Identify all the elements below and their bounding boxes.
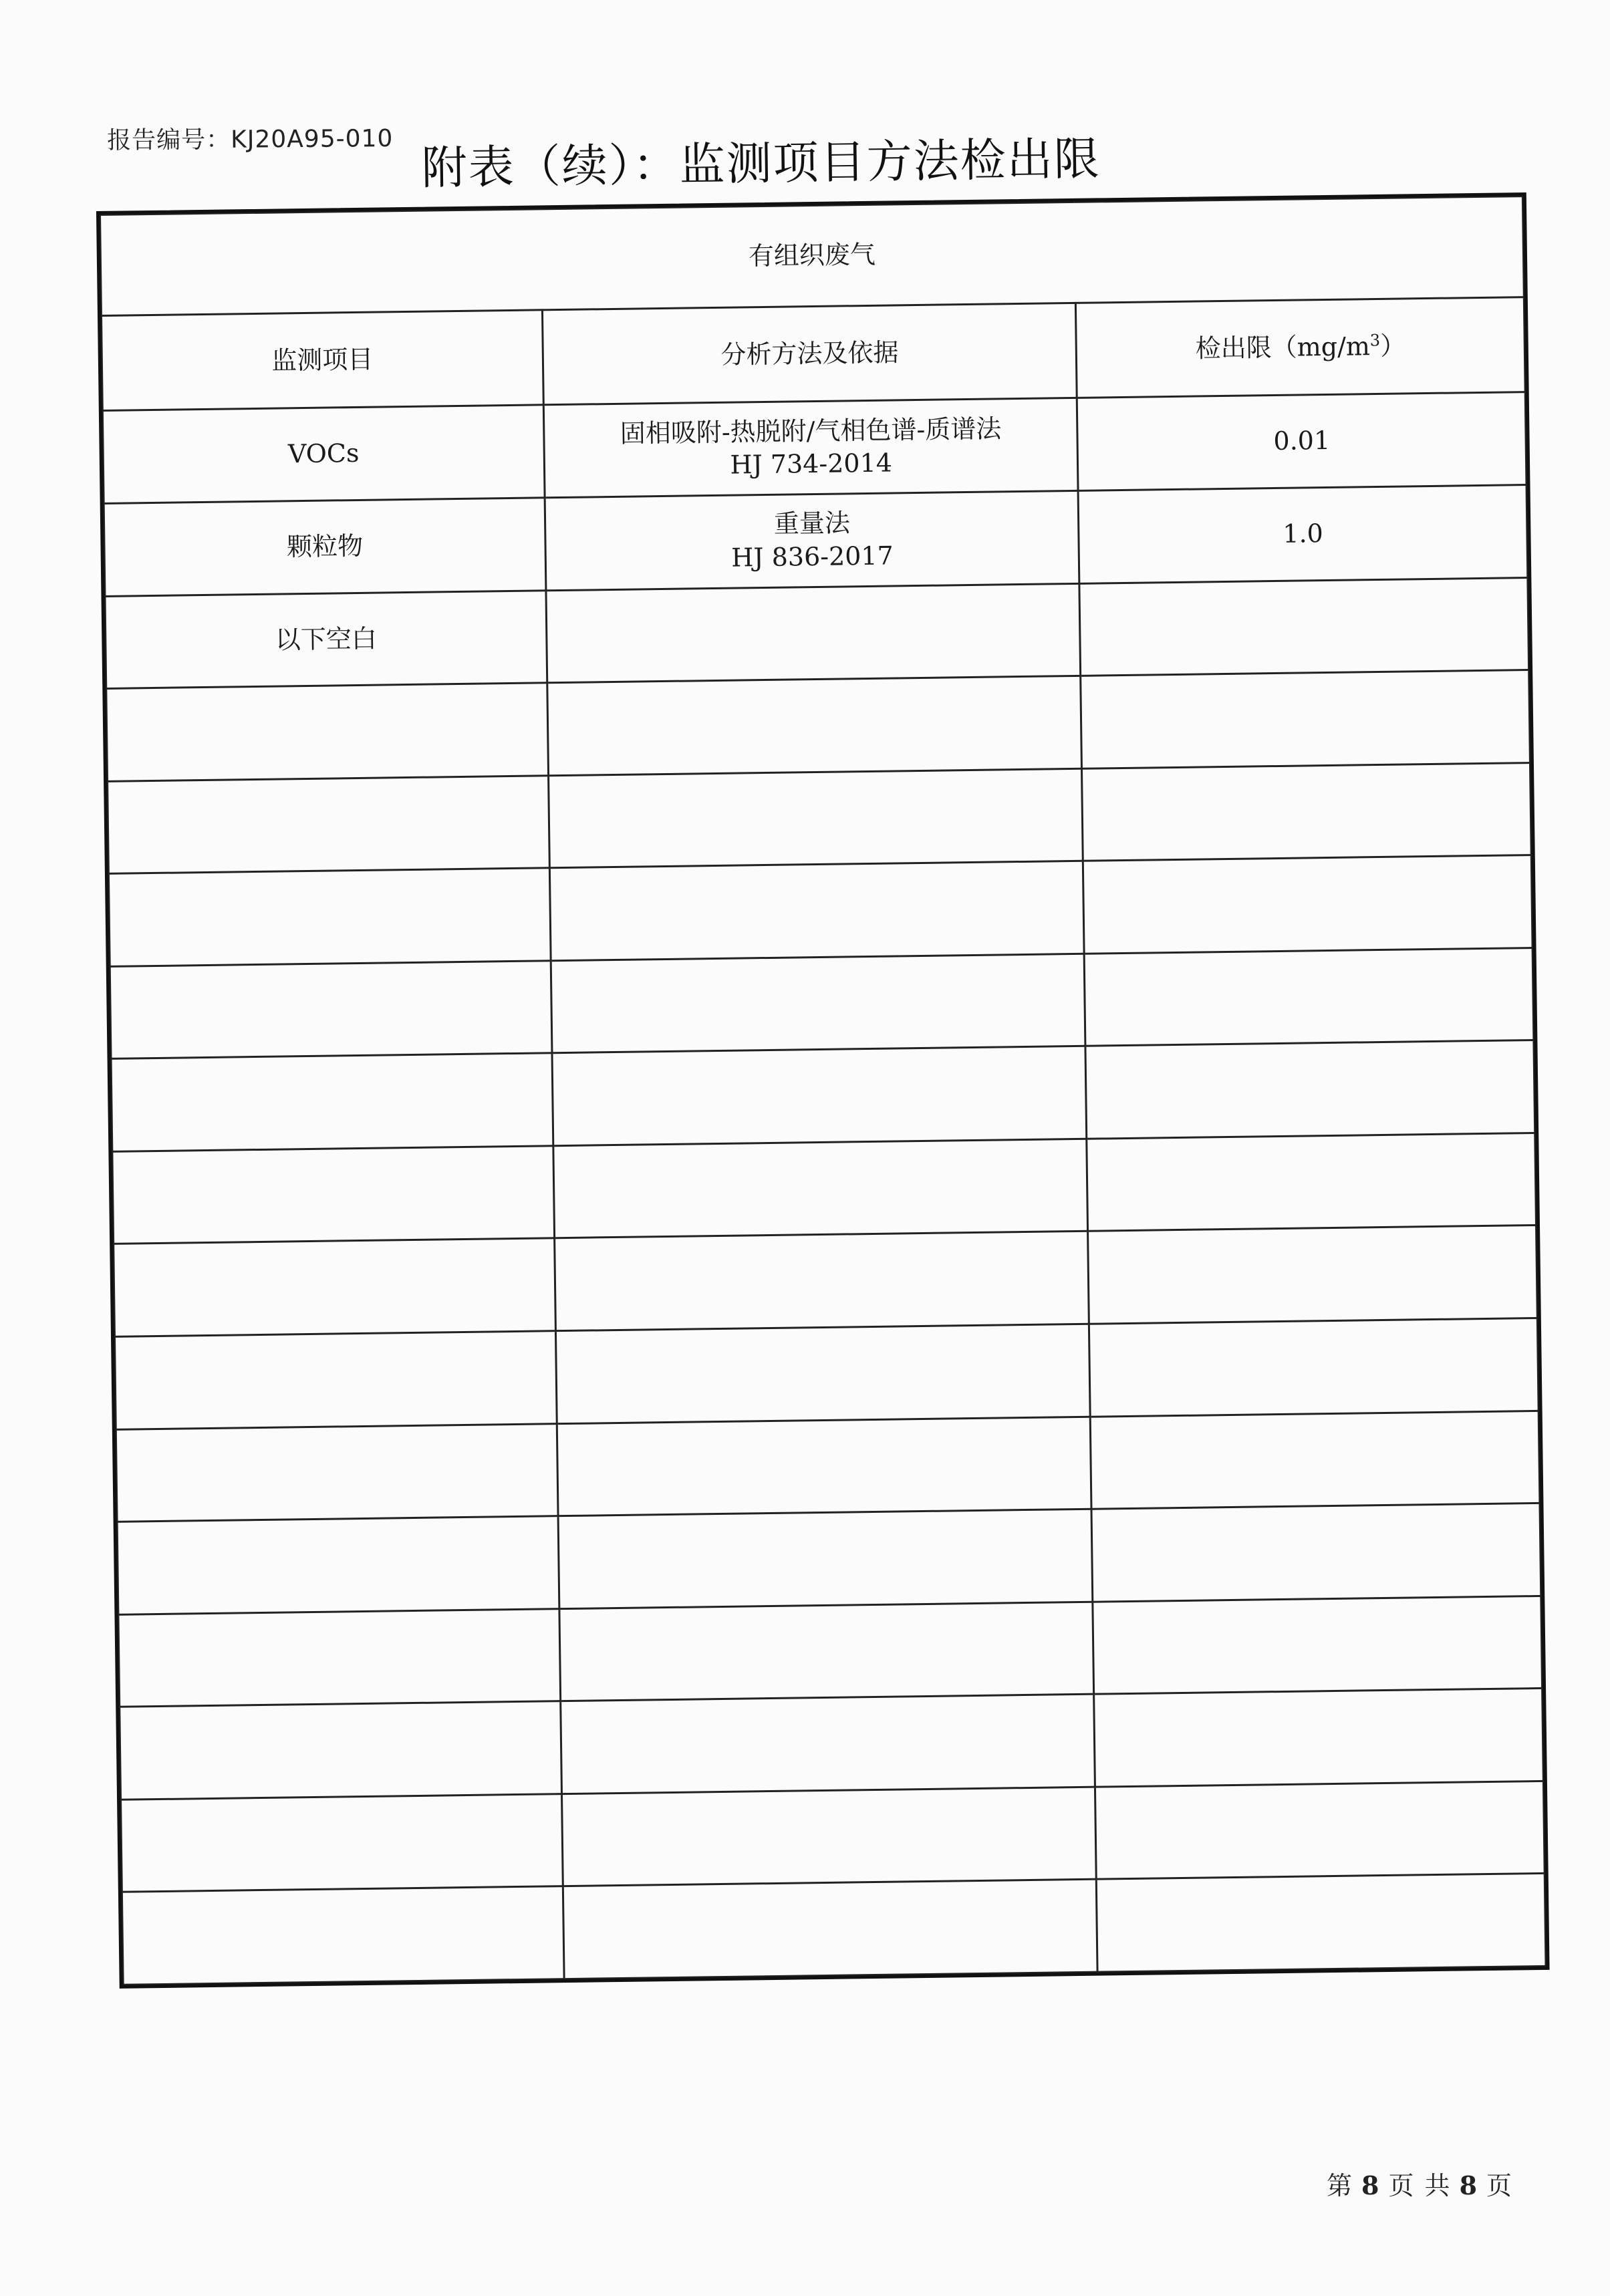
empty-cell [111,1053,553,1151]
empty-cell [1081,670,1530,768]
empty-cell [114,1238,556,1336]
empty-table-row [117,1503,1541,1614]
table-row [104,485,1528,596]
item-cell: 颗粒物 [104,498,546,596]
method-name [554,629,1072,636]
limit-header-superscript: 3 [1369,331,1381,350]
empty-table-row [118,1596,1542,1707]
page-number [1327,2165,1513,2202]
empty-table-row [112,1133,1536,1244]
method-standard: HJ 734-2014 [730,448,893,480]
table-category-row [100,196,1524,316]
empty-cell [549,768,1083,868]
empty-table-row [116,1411,1540,1522]
method-name: 重量法 [773,508,851,539]
empty-table-row [121,1781,1545,1892]
empty-cell [563,1880,1097,1979]
column-header-method: 分析方法及依据 [542,303,1077,405]
empty-cell [1094,1689,1543,1787]
empty-cell [1085,1040,1534,1139]
column-header-limit [1076,297,1525,398]
empty-cell [121,1793,563,1892]
empty-cell [553,1139,1088,1238]
empty-cell [108,868,551,966]
empty-cell [557,1417,1091,1516]
empty-cell [552,1046,1087,1146]
empty-cell [116,1423,558,1522]
empty-cell [1093,1596,1542,1694]
empty-cell [122,1886,564,1985]
empty-cell [1091,1503,1540,1602]
table-header-row [101,297,1525,410]
empty-cell [110,961,552,1059]
limit-cell: 0.01 [1077,392,1526,490]
empty-cell [549,861,1084,961]
empty-cell [1091,1411,1540,1509]
method-cell [543,398,1078,498]
page-middle: 页 共 [1388,2171,1452,2200]
empty-cell [106,683,549,781]
empty-cell [561,1787,1096,1886]
empty-cell [118,1608,561,1707]
empty-cell [1097,1874,1546,1972]
empty-cell [108,775,550,873]
empty-table-row [120,1689,1544,1800]
empty-table-row [122,1874,1546,1985]
empty-table-row [114,1226,1538,1336]
empty-table-row [110,948,1534,1058]
empty-cell [1095,1781,1545,1879]
empty-cell [120,1701,562,1800]
total-pages: 8 [1459,2170,1479,2200]
empty-cell [1089,1318,1538,1416]
method-name: 固相吸附-热脱附/气相色谱-质谱法 [620,414,1002,448]
current-page: 8 [1361,2170,1381,2200]
empty-table-row [108,762,1532,873]
empty-cell [1087,1133,1536,1231]
empty-cell [1084,948,1533,1046]
detection-limit-table-container [99,195,1547,1986]
empty-cell [547,676,1082,775]
empty-table-row [111,1040,1535,1151]
method-standard: HJ 836-2017 [730,541,894,573]
category-cell: 有组织废气 [100,196,1524,316]
method-cell [546,583,1081,683]
empty-cell [551,954,1085,1053]
detection-limit-table [99,195,1547,1986]
empty-table-row [108,855,1532,966]
empty-table-row [106,670,1530,781]
method-standard [554,629,1072,636]
report-number: 报告编号：KJ20A95-010 [107,125,394,154]
method-cell [545,490,1079,590]
page-prefix: 第 [1327,2171,1354,2200]
empty-cell [555,1232,1089,1331]
empty-cell [1082,762,1531,861]
empty-cell [558,1509,1093,1608]
empty-table-row [114,1318,1538,1429]
limit-cell [1079,577,1528,676]
table-row [105,577,1529,688]
empty-cell [559,1602,1094,1701]
empty-cell [117,1516,559,1614]
limit-header-close: ） [1379,331,1406,361]
column-header-item: 监测项目 [101,310,543,411]
item-cell: VOCs [102,405,545,503]
empty-cell [561,1694,1095,1793]
empty-cell [1088,1226,1537,1324]
limit-header-label: 检出限（mg/m [1195,331,1371,364]
empty-cell [112,1146,555,1244]
page-suffix: 页 [1486,2171,1514,2200]
page-title: 附表（续）：监测项目方法检出限 [421,132,1101,195]
table-row [102,392,1526,503]
empty-cell [114,1331,557,1429]
empty-cell [1083,855,1532,954]
limit-cell: 1.0 [1078,485,1527,583]
item-cell: 以下空白 [105,590,547,688]
empty-cell [555,1324,1090,1423]
